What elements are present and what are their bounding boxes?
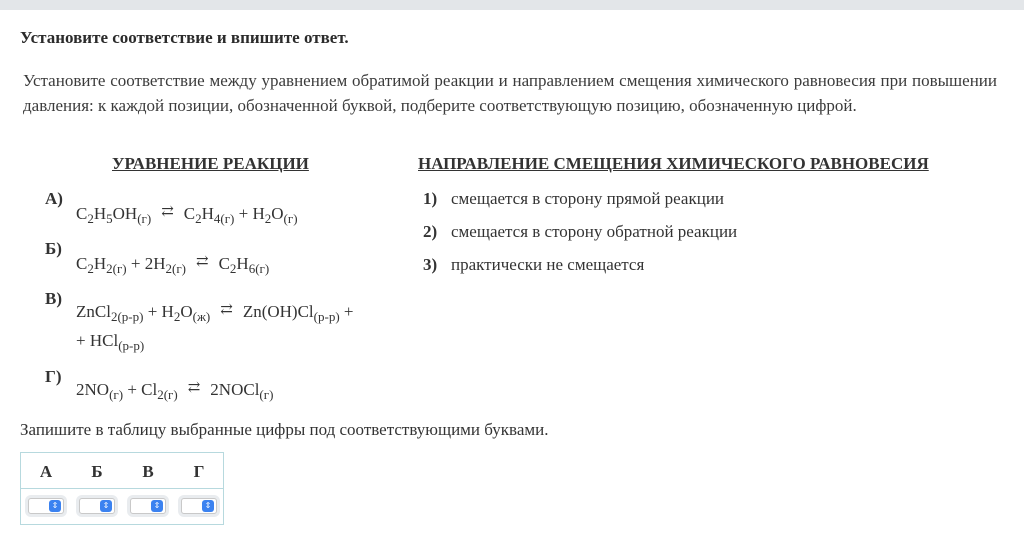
products: $Zn(OH)Cl_{(р-р)}$ + (242, 302, 354, 324)
updown-chevron-icon: ⇕ (202, 500, 214, 512)
updown-chevron-icon: ⇕ (49, 500, 61, 512)
answer-table-header (21, 453, 223, 489)
reactants: ZnCl$_{2(р-р)}$ + $H_2O_{(ж)}$ (76, 302, 211, 324)
option-text-1: смещается в сторону прямой реакции (451, 189, 725, 208)
answer-table (20, 452, 224, 525)
option-text-3: практически не смещается (451, 255, 645, 274)
products: 2NOCl$_{(г)}$ (210, 380, 274, 402)
reaction-letter-a: А) (45, 189, 63, 208)
option-number-1: 1) (423, 189, 438, 208)
reaction-equation-v (76, 302, 354, 325)
direction-column-title: НАПРАВЛЕНИЕ СМЕЩЕНИЯ ХИМИЧЕСКОГО РАВНОВЕСИЯ (418, 154, 929, 173)
reactants: $C_2H_{2(г)} + 2H_{2(г)}$ (76, 254, 186, 276)
reaction-equation-a (76, 204, 298, 227)
updown-chevron-icon: ⇕ (151, 500, 163, 512)
products: $C_2H_{6(г)}$ (218, 254, 270, 276)
answer-header-v: В (142, 462, 154, 481)
equilibrium-arrow-icon: ⇄ (161, 204, 174, 220)
answer-instruction: Запишите в таблицу выбранные цифры под соответствующими буквами. (20, 420, 549, 439)
answer-select-b[interactable] (79, 498, 115, 514)
reaction-equation-g (76, 380, 273, 403)
question-heading: Установите соответствие и впишите ответ. (20, 28, 349, 47)
reaction-equation-v-continuation: + HCl$_{(р-р)}$ (76, 331, 145, 353)
reaction-letter-b: Б) (45, 239, 62, 258)
reactants: $C_2H_5OH_{(г)}$ (76, 204, 152, 226)
answer-select-v[interactable] (130, 498, 166, 514)
reaction-column-title: УРАВНЕНИЕ РЕАКЦИИ (112, 154, 309, 173)
option-number-2: 2) (423, 222, 438, 241)
answer-select-g[interactable] (181, 498, 217, 514)
reaction-letter-g: Г) (45, 367, 62, 386)
top-bar (0, 0, 1024, 10)
reaction-letter-v: В) (45, 289, 62, 308)
answer-header-g: Г (193, 462, 205, 481)
reaction-equation-b (76, 254, 269, 277)
updown-chevron-icon: ⇕ (100, 500, 112, 512)
equilibrium-arrow-icon: ⇄ (187, 380, 201, 396)
option-text-2: смещается в сторону обратной реакции (451, 222, 738, 241)
equilibrium-arrow-icon: ⇄ (196, 254, 209, 270)
products: $C_2H_{4(г)} + H_2O_{(г)}$ (183, 204, 298, 226)
answer-select-a[interactable] (28, 498, 64, 514)
option-number-3: 3) (423, 255, 438, 274)
task-text: Установите соответствие между уравнением обратимой реакции и направлением смещения химического равновесия при повышении давления: к каждой позиции, обозначенной буквой, подберите соответствующую позицию, обозначенную цифрой. (23, 71, 997, 115)
equilibrium-arrow-icon: ⇄ (220, 302, 233, 318)
answer-header-b: Б (91, 462, 103, 481)
reactants: $2NO_{(г)} + Cl_{2(г)}$ (76, 380, 178, 402)
answer-header-a: А (39, 462, 53, 481)
